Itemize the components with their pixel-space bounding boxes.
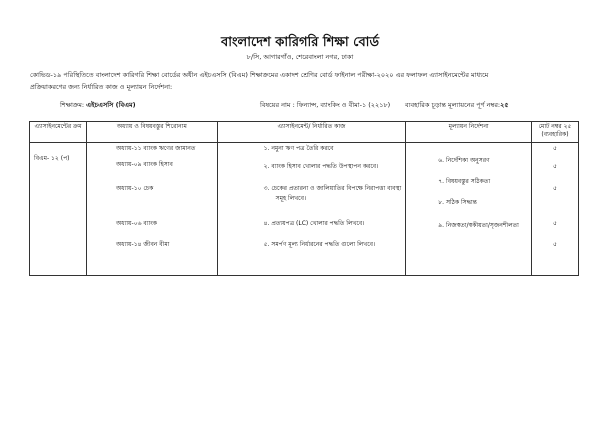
intro-paragraph (30, 69, 578, 93)
guideline-cell (406, 143, 532, 276)
task-item: ৪. প্রত্যয়পত্র (LC) খোলার পদ্ধতি লিখবে। (263, 220, 365, 227)
marks-value: ৫ (553, 185, 557, 192)
header-serial: এ্যাসাইনমেন্টের ক্রম (30, 122, 87, 143)
marks-value: ৫ (553, 241, 557, 248)
task-item: ১. নমুনা ঋণ পত্র তৈরি করবে (263, 145, 334, 152)
marks-value: ৫ (553, 145, 557, 152)
table-header-row (30, 122, 579, 143)
serial-value: বিএম- ১২ (প) (34, 155, 70, 162)
task-item: সমূহ লিখবে। (275, 195, 307, 202)
header-guideline: মূল্যায়ন নির্দেশনা (406, 122, 532, 143)
board-title: বাংলাদেশ কারিগরি শিক্ষা বোর্ড (220, 35, 380, 50)
chapter-item: অধ্যায়-১৪ জীবন বীমা (115, 241, 170, 248)
guideline-item: ৮. সঠিক সিদ্ধান্ত (438, 199, 477, 206)
curriculum-value: এইচএসসি (বিএম) (86, 101, 136, 109)
full-marks-label: ব্যবহারিক চূড়ান্ত মূল্যায়নের পূর্ণ নম্বর: (405, 101, 501, 109)
chapter-item: অধ্যায়-১১ ব্যাংক ঋণের জামানত (115, 145, 196, 152)
header-marks: মোট নম্বর ২৫ (ব্যবহারিক) (532, 122, 579, 143)
subject-name: বিষয়ের নাম : ফিন্যান্স, ব্যাংকিং ও বীমা-১ (২২১৮) (260, 101, 391, 109)
task-cell (217, 143, 406, 276)
intro-line-2: প্রক্রিয়াকরণের জন্য নির্ধারিত কাজ ও মূল্যায়ন নির্দেশনা: (30, 83, 173, 91)
guideline-item: ৬. নির্দেশিকা অনুসরণ (438, 157, 490, 164)
full-marks-value: ২৫ (500, 101, 509, 109)
task-item: ৩. চেকের প্রতারনা ও জালিয়াতির বিপক্ষে নিরাপত্তা ব্যবস্থা (263, 185, 402, 192)
marks-value: ৫ (553, 163, 557, 170)
guideline-item: ৯. নিজস্বতা/স্বকীয়তা/সৃজনশীলতা (438, 222, 519, 229)
serial-cell (30, 143, 87, 276)
board-address: ৮/সি, আগারগাঁও, শেরেবাংলা নগর, ঢাকা (246, 53, 354, 61)
curriculum-label: শিক্ষাক্রম: (60, 101, 85, 109)
chapter-item: অধ্যায়-১০ চেক (115, 185, 154, 192)
chapter-item: অধ্যায়-০৯ ব্যাংক হিসাব (115, 161, 173, 168)
task-item: ৫. সমর্পণ মূল্য নির্ধারনের পদ্ধতি গুলো লিখবে। (263, 241, 376, 248)
guideline-item: ৭. বিষয়বস্তুর সঠিকতা (438, 178, 491, 185)
task-item: ২. ব্যাংক হিসাব খোলার পদ্ধতি উপস্থাপন করবে। (263, 163, 379, 170)
marks-value: ৫ (553, 220, 557, 227)
chapter-cell (86, 143, 217, 276)
header-task: এ্যাসাইনমেন্ট/ নির্ধারিত কাজ (217, 122, 406, 143)
table-row (30, 143, 579, 276)
header-chapter: অধ্যায় ও বিষয়বস্তুর শিরোনাম (86, 122, 217, 143)
assignment-table (29, 121, 579, 276)
marks-cell (532, 143, 579, 276)
curriculum-info (60, 100, 136, 111)
full-marks-info (405, 100, 509, 111)
intro-line-1: কোভিড-১৯ পরিস্থিতিতে বাংলাদেশ কারিগরি শিক্ষা বোর্ডের অধীন এইচএসসি (বিএম) শিক্ষাক্রমের একাদশ শ্রেণির বোর্ড ফাইনাল পরীক্ষা-২০২০ এর ফলাফল এ্যাসাইনমেন্টের মাধ্যমে (30, 71, 489, 79)
chapter-item: অধ্যায়-০৬ ব্যাংক (115, 220, 158, 227)
